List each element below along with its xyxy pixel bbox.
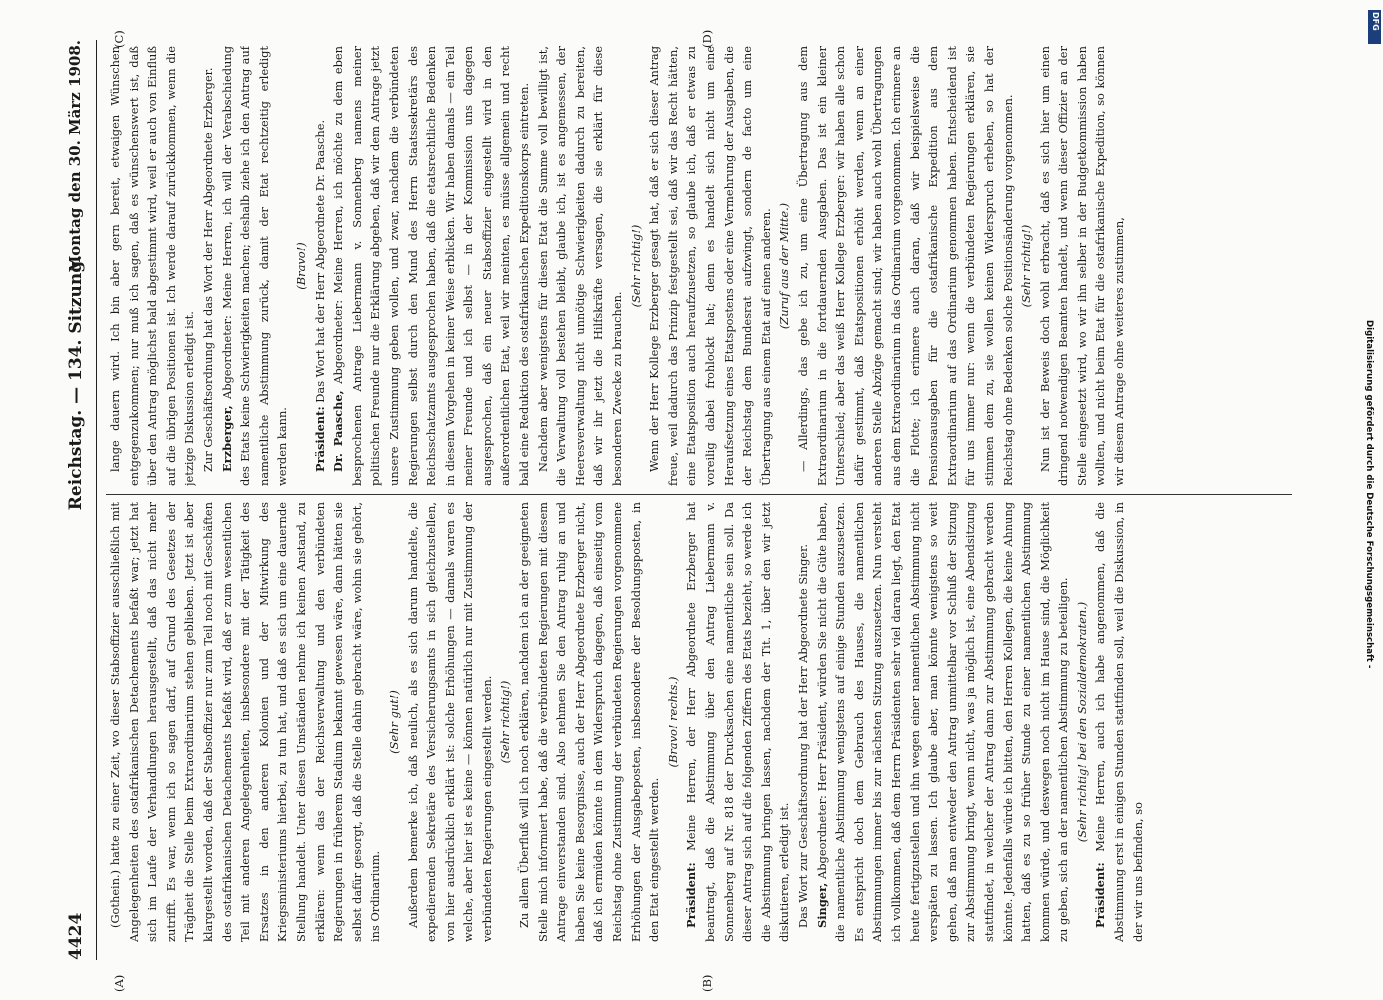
interjection [385,502,404,942]
paragraph-text: Nachdem aber wenigstens für diesen Etat die Summe voll bewilligt ist, die Verwaltung voll bestehen bleibt, glaube ich, ist es angemessen, der Heeresverwaltung nicht unnötige Schwierigkeiten dadurch zu bereiten, daß wir ihr jetzt die Hilfskräfte versagen, die sie erklärt für diese besonderen Zwecke zu brauchen. [535,46,625,486]
paragraph-text: (Sehr richtig!) [1019,224,1034,308]
paragraph-text: Meine Herren, auch ich habe angenommen, daß die Abstimmung erst in einigen Stunden stattfinden soll, weil die Diskussion, in der wir uns befinden, so [1093,502,1145,942]
paragraph-text: (Zuruf aus der Mitte.) [777,202,792,330]
paragraph-text: (Sehr richtig!) [498,680,513,764]
paragraph [199,46,218,486]
paragraph [794,502,813,942]
interjection [1073,502,1092,942]
speaker-name: Präsident: [1093,862,1108,928]
speaker-name: Dr. Paasche, [331,390,346,472]
paragraph [311,46,330,486]
paragraph-text: Abgeordneter: Meine Herren, ich möchte zu dem eben besprochenen Antrage Liebermann v. Sonnenberg namens meiner politischen Freunde nur die Erklärung abgeben, daß wir dem Antrage jetzt unsere Zustimmung geben wollen, und zwar, nachdem die verbündeten Regierungen selbst durch den Mund des Herrn Staatssekretärs des Reichsschatzamts ausgesprochen haben, daß die etatsrechtliche Bedenken in diesem Vorgehen in keiner Weise erblicken. Wir haben damals — ein Teil meiner Freunde und ich selbst — in der Kommission uns dagegen ausgesprochen, daß ein neuer Stabsoffizier eingestellt wird in den außerordentlichen Etat, weil wir meinten, es müsse allgemein und recht bald eine Reduktion des ostafrikanischen Expeditionskorps eintreten. [331,46,532,486]
paragraph-text: (Sehr richtig! bei den Sozialdemokraten.) [1074,601,1089,843]
rotated-page [10,0,1350,1000]
speaker-name: Präsident: [684,862,699,928]
paragraph-text: — Allerdings, das gebe ich zu, um eine Übertragung aus dem Extraordinarium in die fortdauernden Ausgaben. Das ist ein kleiner Unterschied; aber das weiß Herr Kollege Erzberger: wir haben alle schon dafür gestimmt, daß Etatspositionen erhöht werden, wenn an einer anderen Stelle Abzüge gemacht sind; wir haben auch wohl Übertragungen aus dem Extraordinarium in das Ordinarium vorgenommen. Ich erinnere an die Flotte; ich erinnere auch daran, daß wir beispielsweise die Pensionsausgaben für die ostafrikanische Expedition aus dem Extraordinarium auf das Ordinarium genommen haben. Entscheidend ist für uns immer nur: wenn die verbündeten Regierungen erklären, sie stimmen dem zu, sie wollen keinen Widerspruch erheben, so hat der Reichstag ohne Bedenken solche Positionsänderung vorgenommen. [795,46,1015,486]
session-date: Montag den 30. März 1908. [66,40,84,273]
header-rule [96,40,97,960]
paragraph [682,502,794,942]
margin-marker-b: (B) [700,974,714,992]
paragraph [794,46,1017,486]
paragraph-text: Abgeordneter: Herr Präsident, würden Sie nicht die Güte haben, die namentliche Abstimmung wenigstens auf einige Stunden auszusetzen. Es entspricht doch dem Gebrauch des Hauses, die namentlichen Abstimmungen immer bis zur nächsten Sitzung auszusetzen. Nun versteht ich vollkommen, daß dem Herrn Präsidenten sehr viel daran liegt, den Etat heute fertigzustellen und ihn wegen einer namentlichen Abstimmung nicht verspäten zu lassen. Ich glaube aber, man könnte wenigstens so weit gehen, daß man entweder den Antrag unmittelbar vor Schluß der Sitzung zur Abstimmung bringt, wenn nicht, was ja möglich ist, eine Abendsitzung stattfindet, in welcher der Antrag dann zur Abstimmung gebracht werden könnte. Jedenfalls würde ich bitten, den Herren Kollegen, die keine Ahnung hatten, daß es zu so früher Stunde zu einer namentlichen Abstimmung kommen würde, und deswegen noch nicht im Hause sind, die Möglichkeit zu geben, sich an der namentlichen Abstimmung zu beteiligen. [814,502,1071,942]
paragraph-text: Das Wort hat der Herr Abgeordnete Dr. Paasche. [312,119,327,403]
interjection [664,502,683,942]
paragraph [515,502,664,942]
paragraph-text: lange dauern wird. Ich bin aber gern bereit, etwaigen Wünschen entgegenzukommen; nur muß ich sagen, daß es wünschenswert ist, daß über den Antrag möglichst bald abgestimmt wird, weil er auch von Einfluß auf die übrigen Positionen ist. Ich werde darauf zurückkommen, wenn die jetzige Diskussion erledigt ist. [108,46,197,486]
margin-marker-a: (A) [112,974,126,992]
paragraph-text: (Sehr gut!) [386,690,401,754]
paragraph [106,46,199,486]
column-rule [106,494,1292,495]
paragraph [404,502,497,942]
paragraph [329,46,534,486]
paragraph-text: Das Wort zur Geschäftsordnung hat der Herr Abgeordnete Singer. [795,544,810,928]
paragraph-text: Abgeordneter: Meine Herren, ich will der Verabschiedung des Etats keine Schwierigkeiten machen; deshalb ziehe ich den Antrag auf namentliche Abstimmung zurück, damit der Etat rechtzeitig erledigt werden kann. [219,46,290,486]
paragraph-text: Nun ist der Beweis doch wohl erbracht, daß es sich hier um einen dringend notwendigen Beamten handelt, und wenn dieser Offizier an der Stelle eingesetzt wird, wo wir ihn selber in der Budgetkommission haben wollten, und nicht beim Etat für die ostafrikanische Expedition, so können wir diesem Antrage ohne weiteres zustimmen, [1037,46,1127,486]
interjection [1017,46,1036,486]
paragraph [534,46,627,486]
paragraph-text: (Bravo! rechts.) [665,676,680,768]
paragraph [645,46,775,486]
paragraph-text: Außerdem bemerke ich, daß neulich, als es sich darum handelte, die expedierenden Sekretäre des Versicherungsamts in sich gleichzustellen, von hier ausdrücklich erklärt ist: solche Erhöhungen — damals waren es welche, aber hier ist es keine — können natürlich nur mit Zustimmung der verbündeten Regierungen eingestellt werden. [405,502,494,942]
digitization-credit [1364,10,1380,990]
page-number: 4424 [66,912,86,960]
paragraph-text: Zur Geschäftsordnung hat das Wort der Herr Abgeordnete Erzberger. [200,67,215,472]
paragraph [813,502,1073,942]
paragraph-text: Zu allem Überfluß will ich noch erklären, nachdem ich an der geeigneten Stelle mich informiert habe, daß die verbündeten Regierungen mit diesem Antrage einverstanden sind. Also nehmen Sie den Antrag ruhig an und haben Sie keine Besorgnisse, auch der Herr Abgeordnete Erzberger nicht, daß ich ermüden könnte in dem Widerspruch dagegen, daß einseitig vom Reichstag ohne Zustimmung der verbündeten Regierungen vorgenommene Erhöhungen der Ausgabeposten, insbesondere der Besoldungsposten, in den Etat eingestellt werden. [517,502,662,942]
paragraph-text: (Bravo!) [293,242,308,290]
page-header [62,40,92,960]
interjection [496,502,515,942]
credit-text: Digitalisierung gefördert durch die Deutsche Forschungsgemeinschaft - [1364,320,1374,669]
left-text-column [106,502,1292,942]
paragraph [1091,502,1147,942]
dfg-logo: DFG [1368,10,1381,44]
interjection [627,46,646,486]
interjection [292,46,311,486]
paragraph-text: (Gothein.) hatte zu einer Zeit, wo dieser Stabsoffizier ausschließlich mit Angelegenheiten des ostafrikanischen Detachements befaßt war; jetzt hat sich im Laufe der Verhandlungen herausgestellt, daß das nicht mehr zutrifft. Es war, wenn ich so sagen darf, auf Grund des Gesetzes der Trägheit die Stelle beim Extraordinarium stehen geblieben. Jetzt ist aber klargestellt worden, daß der Stabsoffizier nur zum Teil noch mit Geschäften des ostafrikanischen Detachements befaßt wird, daß er zum wesentlichen Teil mit anderen Angelegenheiten, insbesondere mit der Tätigkeit des Ersatzes in den anderen Kolonien und der Mitwirkung des Kriegsministeriums hierbei, zu tun hat, und daß es sich um eine dauernde Stellung handelt. Unter diesen Umständen nehme ich keinen Anstand, zu erklären: wenn das der Reichsverwaltung und den verbündeten Regierungen in früherem Stadium bekannt gewesen wäre, dann hätten sie selbst dafür gesorgt, daß die Stelle dahin gebracht wäre, wohin sie gehört, ins Ordinarium. [108,502,383,942]
speaker-name: Präsident: [312,406,327,472]
right-text-column [106,46,1292,486]
session-title: Reichstag. — 134. Sitzung. [66,254,86,511]
paragraph-text: Meine Herren, der Herr Abgeordnete Erzberger hat beantragt, daß die Abstimmung über den Antrag Liebermann v. Sonnenberg auf Nr. 818 der Drucksachen eine namentliche sein soll. Da dieser Antrag sich auf die folgenden Ziffern des Etats bezieht, so werde ich die Abstimmung bringen lassen, nachdem der Tit. 1, über den wir jetzt diskutieren, erledigt ist. [684,502,792,942]
paragraph-text: (Sehr richtig!) [628,224,643,308]
speaker-name: Erzberger, [219,405,234,472]
paragraph [218,46,292,486]
margin-marker-d: (D) [700,29,714,48]
paragraph [1036,46,1129,486]
paragraph-text: Wenn der Herr Kollege Erzberger gesagt hat, daß er sich dieser Antrag freue, weil dadurch das Prinzip festgestellt sei, daß wir das Recht hätten, eine Etatsposition auch heraufzusetzen, so glaube ich, daß er etwas zu voreilig dabei frohlockt hat; denn es handelt sich nicht um eine Heraufsetzung eines Etatspostens oder eine Vermehrung der Ausgaben, die der Reichstag dem Bundesrat aufzwingt, sondern de facto um eine Übertragung aus einem Etat auf einen anderen. [647,46,773,486]
paragraph [106,502,385,942]
interjection [775,46,794,486]
speaker-name: Singer, [814,882,829,928]
margin-marker-c: (C) [112,30,126,48]
